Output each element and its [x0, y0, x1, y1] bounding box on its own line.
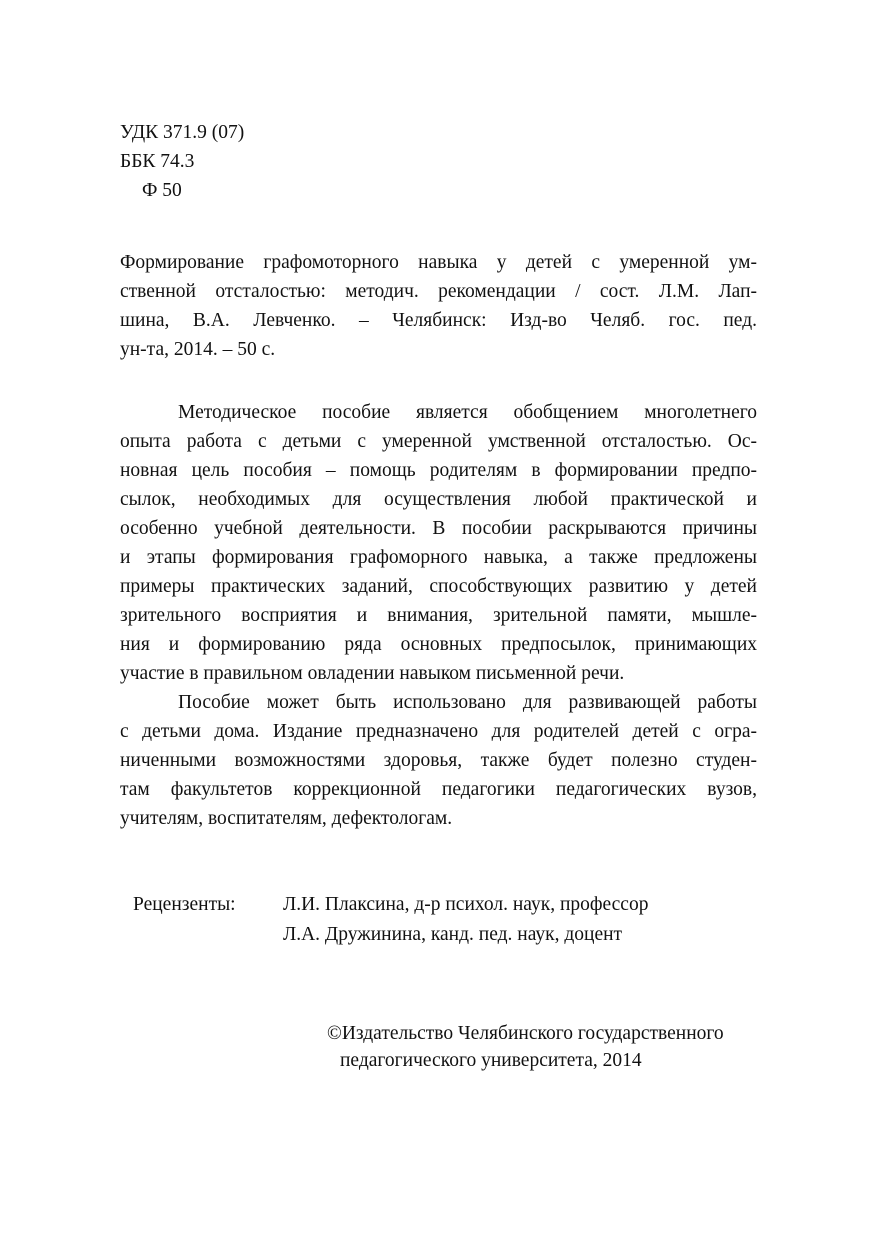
copyright-line: педагогического университета, 2014: [340, 1050, 642, 1071]
abstract-line: опыта работа с детьми с умеренной умственной отсталостью. Ос-: [120, 431, 757, 452]
reviewer: Л.И. Плаксина, д-р психол. наук, профессор: [283, 894, 649, 915]
abstract-line: участие в правильном овладении навыком письменной речи.: [120, 663, 625, 684]
abstract: [120, 398, 757, 833]
bbk-code: ББК 74.3: [120, 151, 195, 172]
biblio-line: шина, В.А. Левченко. – Челябинск: Изд-во Челяб. гос. пед.: [120, 310, 757, 331]
copyright-line: ©Издательство Челябинского государственного: [327, 1023, 724, 1044]
abstract-line: новная цель пособия – помощь родителям в формировании предпо-: [120, 460, 757, 481]
reviewer: Л.А. Дружинина, канд. пед. наук, доцент: [283, 924, 623, 945]
abstract-line: Методическое пособие является обобщением многолетнего: [178, 402, 757, 423]
biblio-line: Формирование графомоторного навыка у детей с умеренной ум-: [120, 252, 757, 273]
abstract-line: и этапы формирования графоморного навыка, а также предложены: [120, 547, 757, 568]
abstract-line: ниченными возможностями здоровья, также будет полезно студен-: [120, 750, 757, 771]
bibliographic-record: [120, 248, 757, 364]
reviewers: [133, 890, 648, 950]
abstract-line: особенно учебной деятельности. В пособии раскрываются причины: [120, 518, 757, 539]
abstract-line: зрительного восприятия и внимания, зрительной памяти, мышле-: [120, 605, 757, 626]
udk-code: УДК 371.9 (07): [120, 122, 245, 143]
abstract-line: сылок, необходимых для осуществления любой практической и: [120, 489, 757, 510]
biblio-line: ственной отсталостью: методич. рекомендации / сост. Л.М. Лап-: [120, 281, 757, 302]
biblio-line: ун-та, 2014. – 50 с.: [120, 339, 276, 360]
copyright: [327, 1020, 724, 1074]
abstract-line: учителям, воспитателям, дефектологам.: [120, 808, 453, 829]
classification-codes: [120, 118, 244, 205]
abstract-line: примеры практических заданий, способствующих развитию у детей: [120, 576, 757, 597]
author-mark: Ф 50: [142, 180, 182, 201]
abstract-line: ния и формированию ряда основных предпосылок, принимающих: [120, 634, 757, 655]
abstract-line: с детьми дома. Издание предназначено для родителей детей с огра-: [120, 721, 757, 742]
reviewers-label: Рецензенты:: [133, 894, 236, 915]
abstract-line: там факультетов коррекционной педагогики педагогических вузов,: [120, 779, 757, 800]
abstract-line: Пособие может быть использовано для развивающей работы: [178, 692, 757, 713]
